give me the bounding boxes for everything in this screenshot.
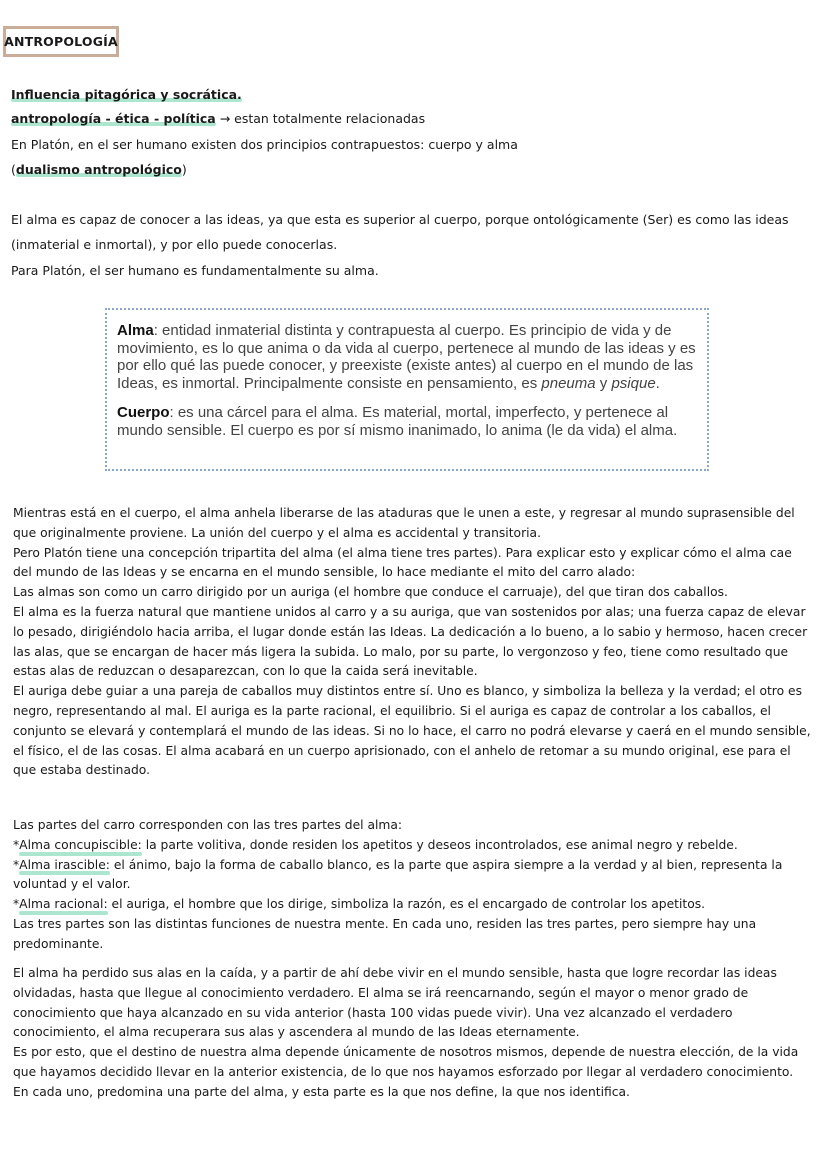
final-paragraph-1: El alma ha perdido sus alas en la caída, y a partir de ahí debe vivir en el mundo sensible, hasta que logre recordar las ideas olvidadas, hasta que llegue al conocimiento verdadero. El alma se irá reencarnando, según el mayor o menor grado de conocimiento que haya alcanzado en su vida anterior (hasta 100 vidas puede vivir). Una vez alcanzado el verdadero conocimiento, el alma recuperara sus alas y ascendera al mundo de las Ideas eternamente. — [13, 966, 777, 1040]
highlight-irascible: Alma irascible: — [19, 856, 110, 876]
partes-item-concupiscible — [13, 836, 813, 856]
alma-paragraph-line-3: Para Platón, el ser humano es fundamentalmente su alma. — [11, 263, 379, 278]
mito-paragraph-2: Pero Platón tiene una concepción tripartita del alma (el alma tiene tres partes). Para explicar esto y explicar cómo el alma cae del mundo de las Ideas y se encarna en el mundo sensible, lo hace mediante el mito del carro alado: — [13, 545, 792, 580]
relation-text: → estan totalmente relacionadas — [215, 111, 426, 126]
racional-text: el auriga, el hombre que los dirige, simboliza la razón, es el encargado de controlar los apetitos. — [107, 897, 706, 912]
asterisk: * — [13, 857, 20, 872]
definitions-box — [105, 308, 709, 471]
intro-line-relation — [11, 111, 425, 126]
mito-paragraph-5: El auriga debe guiar a una pareja de caballos muy distintos entre sí. Uno es blanco, y simboliza la belleza y la verdad; el otro es negro, representando al mal. El auriga es la parte racional, el equilibrio. Si el auriga es capaz de controlar a los caballos, el conjunto se elevará y contemplará el mundo de las ideas. Si no lo hace, el carro no podrá elevarse y caerá en el mundo sensible, el físico, el de las cosas. El alma acabará en un cuerpo aprisionado, con el anhelo de retomar a su mundo original, ese para el que estaba destinado. — [13, 684, 811, 778]
intro-line-dualism — [11, 162, 187, 177]
paren-close: ) — [181, 162, 187, 177]
intro-line-influence — [11, 87, 242, 102]
concupiscible-text: la parte volitiva, donde residen los apetitos y deseos incontrolados, ese animal negro y rebelde. — [141, 837, 738, 852]
alma-term: Alma — [117, 322, 154, 339]
alma-definition — [117, 322, 699, 392]
cuerpo-term: Cuerpo — [117, 404, 170, 422]
final-paragraph-3: En cada uno, predomina una parte del alma, y esta parte es la que nos define, la que nos identifica. — [13, 1084, 630, 1099]
pneuma-term: pneuma — [541, 374, 596, 392]
partes-item-racional — [13, 895, 813, 915]
asterisk: * — [13, 837, 20, 852]
alma-definition-text: : entidad inmaterial distinta y contrapuesta al cuerpo. Es principio de vida y de movimiento, es lo que anima o da vida al cuerpo, pertenece al mundo de las ideas y es por ello qué las puede conocer, y preexiste (existe antes) al cuerpo en el mundo de las Ideas, es inmortal. Principalmente consiste en pensamiento, es — [117, 322, 696, 392]
highlight-concupiscible: Alma concupiscible: — [19, 836, 142, 856]
partes-item-irascible — [13, 856, 813, 896]
alma-paragraph-line-2: (inmaterial e inmortal), y por ello puede conocerlas. — [11, 237, 338, 252]
cuerpo-definition — [117, 404, 699, 439]
irascible-text: el ánimo, bajo la forma de caballo blanco, es la parte que aspira siempre a la verdad y al bien, representa la voluntad y el valor. — [13, 857, 783, 892]
section-mito — [13, 504, 813, 781]
intro-line-principles: En Platón, en el ser humano existen dos principios contrapuestos: cuerpo y alma — [11, 137, 518, 152]
cuerpo-definition-text: : es una cárcel para el alma. Es material, mortal, imperfecto, y pertenece al mundo sensible. El cuerpo es por sí mismo inanimado, lo anima (le da vida) el alma. — [117, 404, 678, 439]
psique-term: psique — [611, 374, 656, 392]
partes-outro: Las tres partes son las distintas funciones de nuestra mente. En cada uno, residen las tres partes, pero siempre hay una predominante. — [13, 916, 757, 951]
and-text: y — [595, 374, 612, 392]
section-partes — [13, 816, 813, 955]
final-paragraph-2: Es por esto, que el destino de nuestra alma depende únicamente de nosotros mismos, depende de nuestra elección, de la vida que hayamos decidido llevar en la anterior existencia, de lo que nos hayamos esforzado por llegar al verdadero conocimiento. — [13, 1045, 799, 1079]
highlight-influence: Influencia pitagórica y socrática. — [11, 87, 242, 102]
asterisk: * — [13, 897, 20, 912]
mito-paragraph-3: Las almas son como un carro dirigido por un auriga (el hombre que conduce el carruaje), del que tiran dos caballos. — [13, 585, 728, 600]
page-title: ANTROPOLOGÍA — [3, 26, 119, 57]
highlight-dualism: dualismo antropológico — [15, 162, 182, 177]
highlight-racional: Alma racional: — [19, 895, 107, 915]
mito-paragraph-1: Mientras está en el cuerpo, el alma anhela liberarse de las ataduras que le unen a este, y regresar al mundo suprasensible del que originalmente proviene. La unión del cuerpo y el alma es accidental y transitoria. — [13, 506, 795, 540]
mito-paragraph-4: El alma es la fuerza natural que mantiene unidos al carro y a su auriga, que van sostenidos por alas; una fuerza capaz de elevar lo pesado, dirigiéndolo hacia arriba, el lugar donde están las Ideas. La dedicación a lo bueno, a lo sabio y hermoso, hacen crecer las alas, que se encargan de hacer más ligera la subida. Lo malo, por su parte, lo vergonzoso y feo, tiene como resultado que estas alas de reduzcan o desaparezcan, con lo que la caida será inevitable. — [13, 604, 808, 679]
highlight-anthropology-ethics-politics: antropología - ética - política — [11, 111, 216, 126]
section-final — [13, 964, 813, 1103]
alma-paragraph-line-1: El alma es capaz de conocer a las ideas, ya que esta es superior al cuerpo, porque ontológicamente (Ser) es como las ideas — [11, 212, 789, 227]
partes-intro: Las partes del carro corresponden con las tres partes del alma: — [13, 818, 403, 832]
paren-open: ( — [11, 162, 16, 177]
period: . — [655, 374, 660, 392]
